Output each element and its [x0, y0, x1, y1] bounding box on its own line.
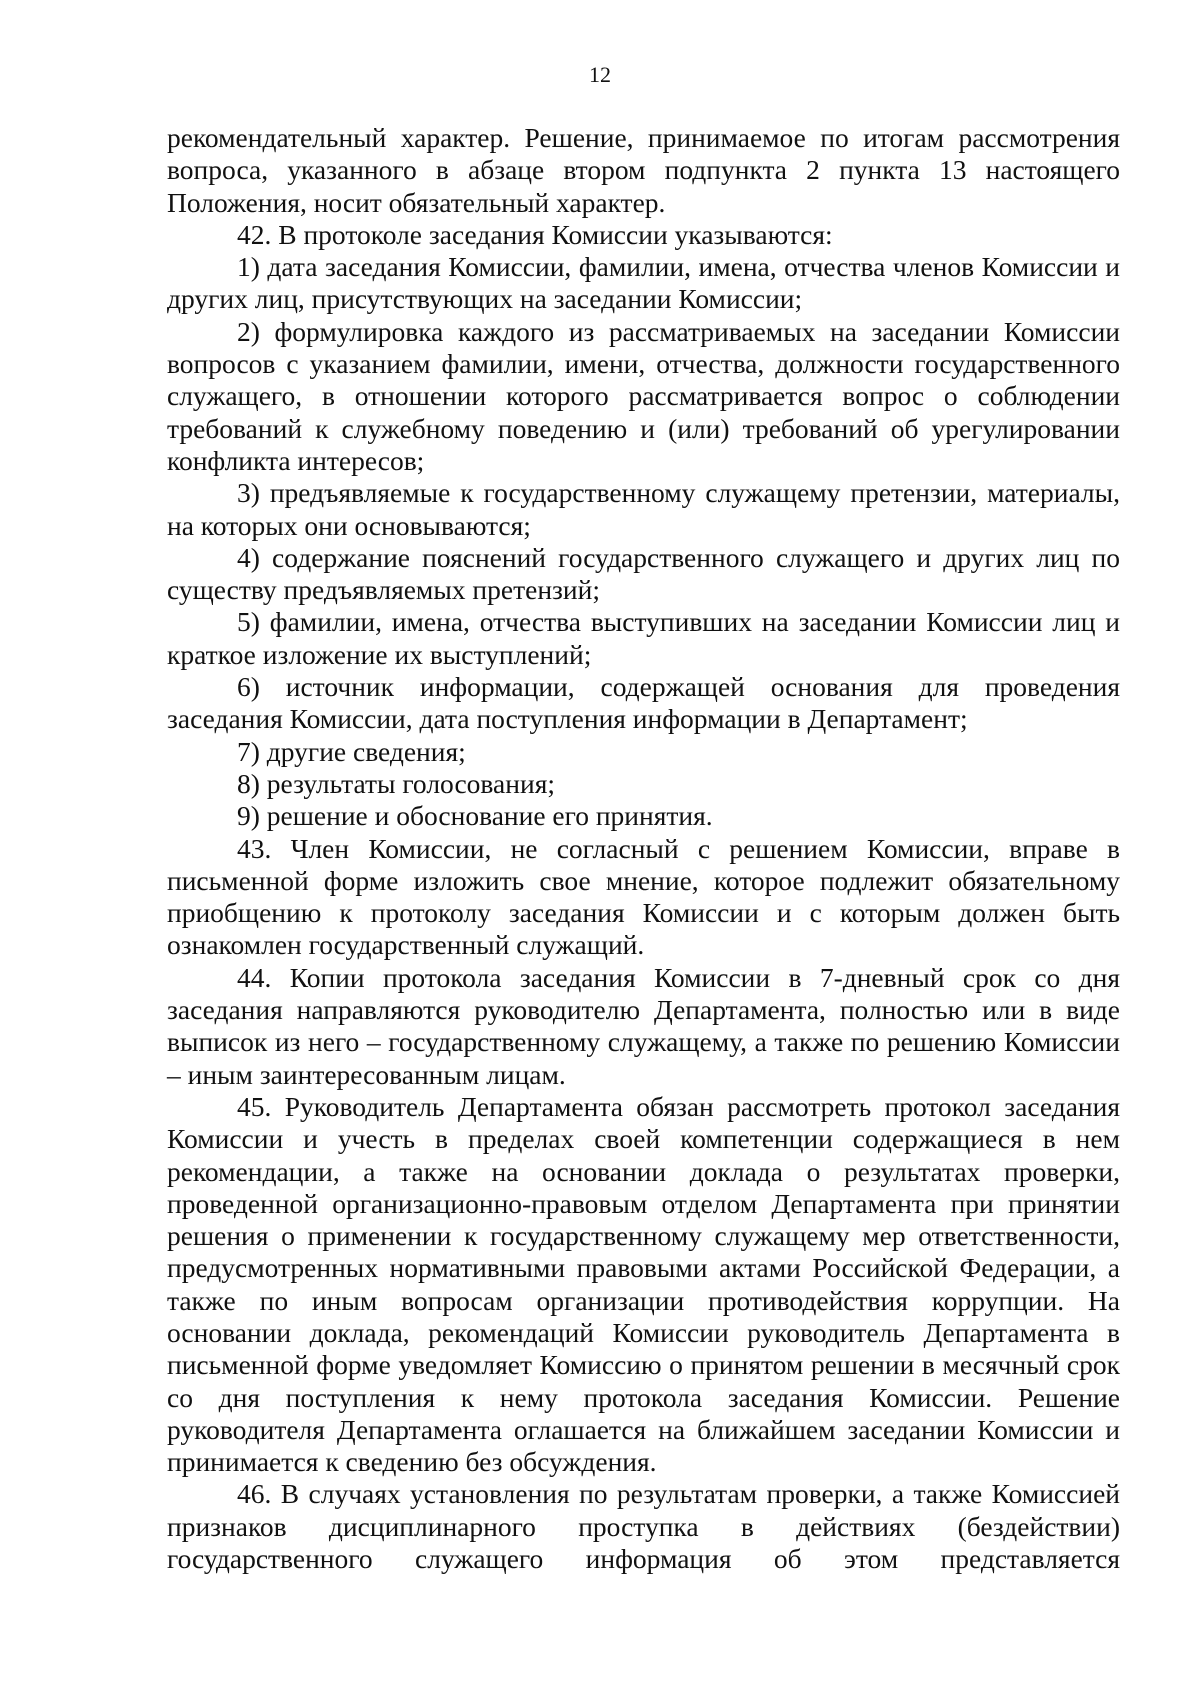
- paragraph-45: 45. Руководитель Департамента обязан рассмотреть протокол заседания Комиссии и учесть в пределах своей компетенции содержащиеся в нем рекомендации, а также на основании доклада о результатах проверки, проведенной организационно-правовым отделом Департамента при принятии решения о применении к государственному служащему мер ответственности, предусмотренных нормативными правовыми актами Российской Федерации, а также по иным вопросам организации противодействия коррупции. На основании доклада, рекомендаций Комиссии руководитель Департамента в письменной форме уведомляет Комиссию о принятом решении в месячный срок со дня поступления к нему протокола заседания Комиссии. Решение руководителя Департамента оглашается на ближайшем заседании Комиссии и принимается к сведению без обсуждения.: [167, 1090, 1120, 1478]
- paragraph-42-item-5: 5) фамилии, имена, отчества выступивших на заседании Комиссии лиц и краткое изложение их выступлений;: [167, 606, 1120, 670]
- paragraph-42-item-3: 3) предъявляемые к государственному служащему претензии, материалы, на которых они основываются;: [167, 477, 1120, 541]
- document-body: [167, 122, 1120, 1575]
- paragraph-42-item-4: 4) содержание пояснений государственного служащего и других лиц по существу предъявляемых претензий;: [167, 541, 1120, 606]
- paragraph-42-item-2: 2) формулировка каждого из рассматриваемых на заседании Комиссии вопросов с указанием фамилии, имени, отчества, должности государственного служащего, в отношении которого рассматривается вопрос о соблюдении требований к служебному поведению и (или) требований об урегулировании конфликта интересов;: [167, 315, 1120, 476]
- paragraph-42: 42. В протоколе заседания Комиссии указываются:: [237, 218, 833, 250]
- paragraph-43: 43. Член Комиссии, не согласный с решением Комиссии, вправе в письменной форме изложить свое мнение, которое подлежит обязательному приобщению к протоколу заседания Комиссии и с которым должен быть ознакомлен государственный служащий.: [167, 832, 1120, 961]
- paragraph-42-item-7: 7) другие сведения;: [237, 735, 466, 767]
- paragraph-42-item-9: 9) решение и обоснование его принятия.: [237, 800, 713, 832]
- paragraph-42-item-1: 1) дата заседания Комиссии, фамилии, имена, отчества членов Комиссии и других лиц, присутствующих на заседании Комиссии;: [167, 251, 1120, 315]
- paragraph-continuation: рекомендательный характер. Решение, принимаемое по итогам рассмотрения вопроса, указанного в абзаце втором подпункта 2 пункта 13 настоящего Положения, носит обязательный характер.: [167, 122, 1120, 218]
- paragraph-42-item-8: 8) результаты голосования;: [237, 767, 555, 799]
- paragraph-44: 44. Копии протокола заседания Комиссии в 7-дневный срок со дня заседания направляются руководителю Департамента, полностью или в виде выписок из него – государственному служащему, а также по решению Комиссии – иным заинтересованным лицам.: [167, 961, 1120, 1090]
- page-number: 12: [589, 62, 611, 87]
- paragraph-46: 46. В случаях установления по результатам проверки, а также Комиссией признаков дисциплинарного проступка в действиях (бездействии) государственного служащего информация об этом представляется: [167, 1478, 1120, 1575]
- paragraph-42-item-6: 6) источник информации, содержащей основания для проведения заседания Комиссии, дата поступления информации в Департамент;: [167, 671, 1120, 735]
